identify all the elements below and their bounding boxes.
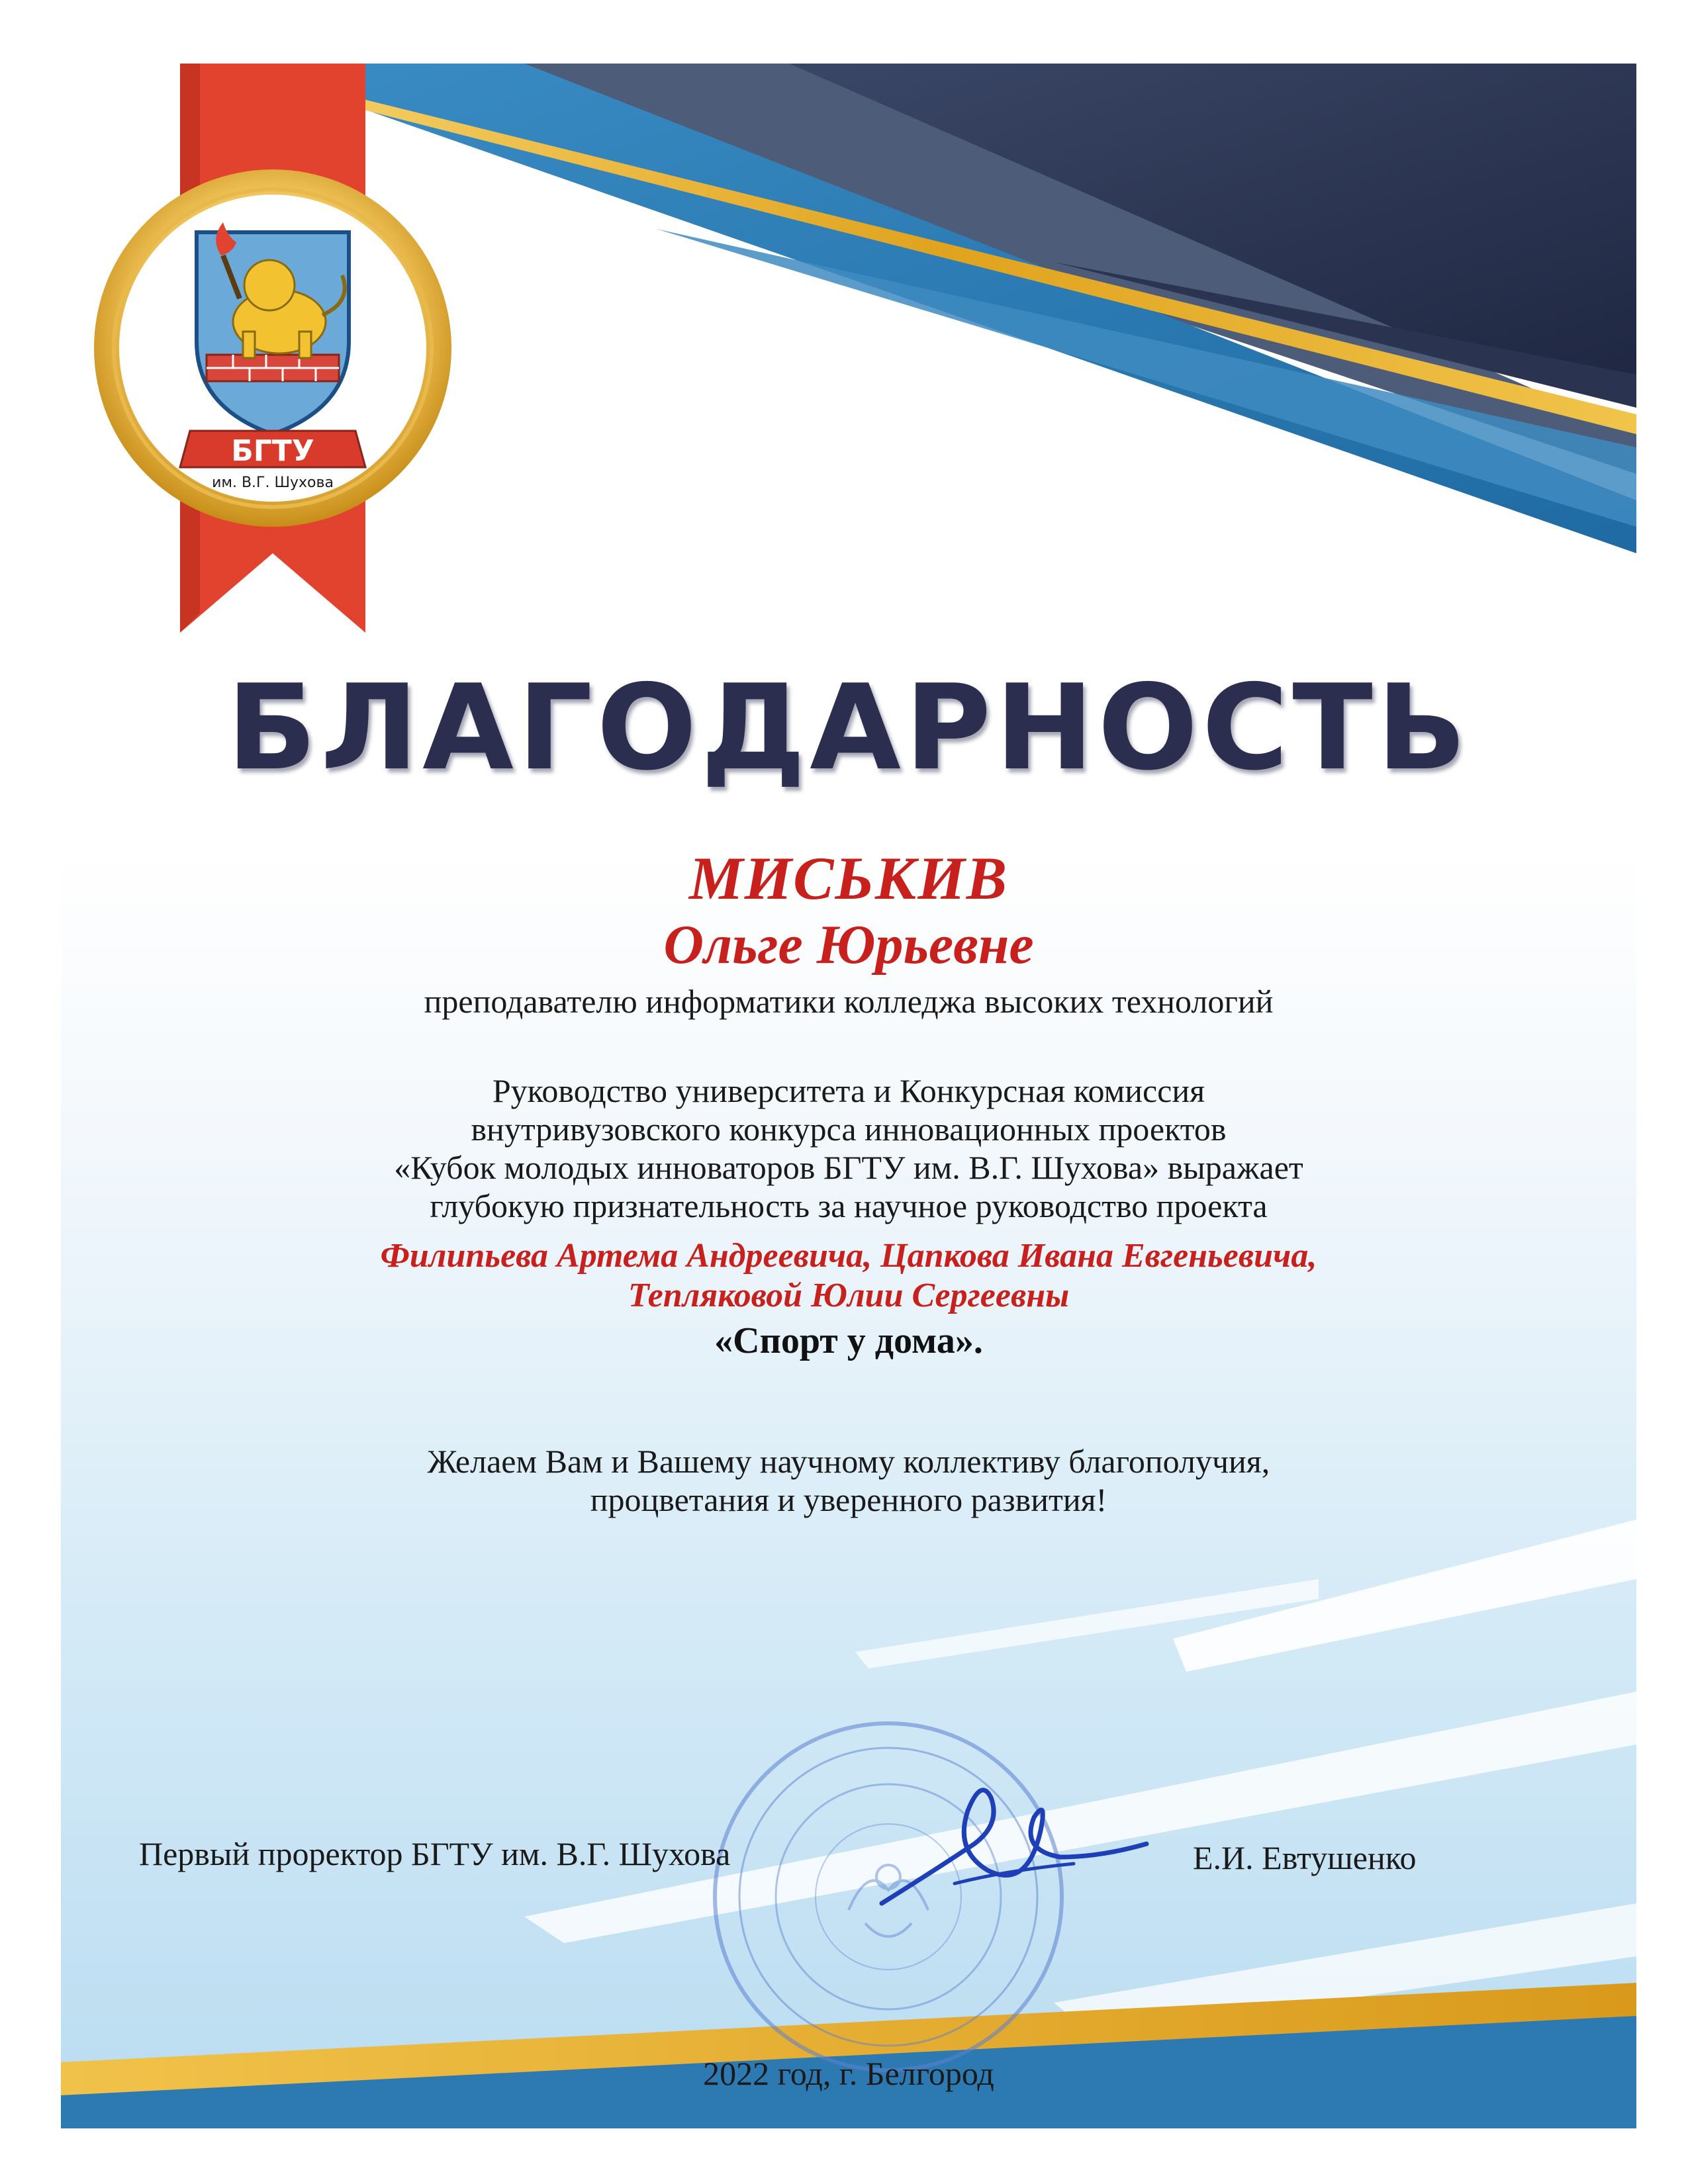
project-name: «Спорт у дома».: [714, 1320, 983, 1361]
acknowledgement-line: внутривузовского конкурса инновационных проектов: [471, 1111, 1227, 1148]
certificate-sheet: [61, 64, 1636, 2128]
wishes-line: Желаем Вам и Вашему научному коллективу благополучия,: [427, 1443, 1270, 1480]
acknowledgement-line: «Кубок молодых инноваторов БГТУ им. В.Г. Шухова» выражает: [394, 1149, 1303, 1186]
handwritten-signature: [875, 1771, 1153, 1943]
acknowledgement-line: глубокую признательность за научное руководство проекта: [430, 1187, 1268, 1224]
footer-date-place: 2022 год, г. Белгород: [703, 2055, 994, 2092]
recipient-surname: МИСЬКИВ: [688, 844, 1009, 912]
wishes-line: процветания и уверенного развития!: [590, 1481, 1107, 1518]
students-line-1: Филипьева Артема Андреевича, Цапкова Ивана Евгеньевича,: [380, 1237, 1317, 1275]
emblem-abbr: БГТУ: [231, 434, 314, 468]
emblem-sub: им. В.Г. Шухова: [212, 475, 334, 491]
university-emblem-medal: [74, 64, 471, 633]
acknowledgement-line: Руководство университета и Конкурсная комиссия: [492, 1072, 1205, 1109]
signer-name: Е.И. Евтушенко: [1193, 1839, 1417, 1876]
wishes-text: [61, 1442, 1636, 1519]
recipient-name: Ольге Юрьевне: [663, 914, 1034, 976]
certificate-title: БЛАГОДАРНОСТЬ: [226, 659, 1471, 796]
signer-position: Первый проректор БГТУ им. В.Г. Шухова: [139, 1835, 731, 1872]
acknowledgement-text: [61, 1071, 1636, 1225]
recipient-position: преподавателю информатики колледжа высоких технологий: [424, 983, 1274, 1020]
students-line-2: Тепляковой Юлии Сергеевны: [628, 1277, 1070, 1314]
coat-of-arms: [197, 222, 349, 434]
